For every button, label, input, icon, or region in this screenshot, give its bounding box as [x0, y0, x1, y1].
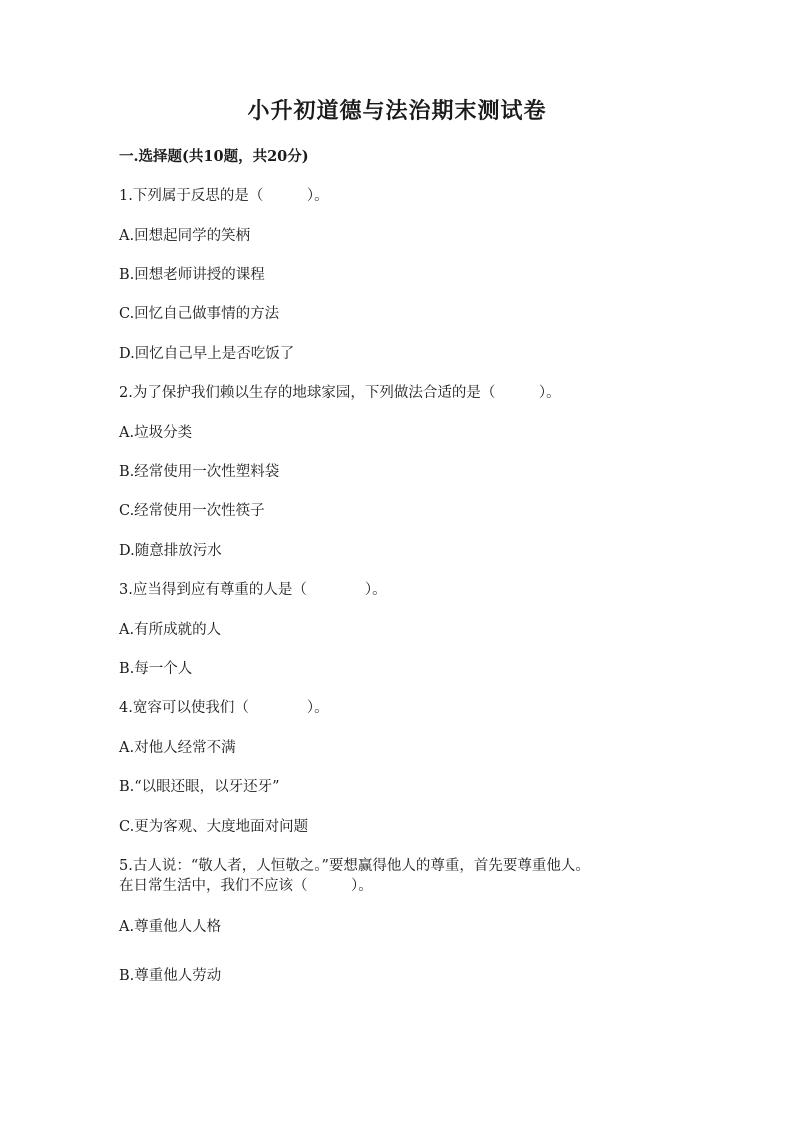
question-1-option-a: A.回想起同学的笑柄 [119, 228, 251, 244]
question-2-option-c: C.经常使用一次性筷子 [119, 503, 265, 519]
question-3-option-b: B.每一个人 [119, 661, 193, 677]
question-5-option-a: A.尊重他人人格 [119, 919, 222, 935]
question-2-stem: 2.为了保护我们赖以生存的地球家园，下列做法合适的是（ ）。 [119, 385, 561, 401]
question-4-option-c: C.更为客观、大度地面对问题 [119, 819, 309, 835]
page-title: 小升初道德与法治期末测试卷 [247, 98, 547, 124]
question-1-stem: 1.下列属于反思的是（ ）。 [119, 188, 329, 204]
question-1-option-b: B.回想老师讲授的课程 [119, 267, 265, 283]
question-3-stem: 3.应当得到应有尊重的人是（ ）。 [119, 582, 387, 598]
question-4-stem: 4.宽容可以使我们（ ）。 [119, 700, 329, 716]
question-5-stem-line-2: 在日常生活中，我们不应该（ ）。 [119, 878, 373, 894]
question-5-stem-line-1: 5.古人说：“敬人者，人恒敬之。”要想赢得他人的尊重，首先要尊重他人。 [119, 858, 590, 874]
question-2-option-d: D.随意排放污水 [119, 543, 222, 559]
question-1-option-d: D.回忆自己早上是否吃饭了 [119, 346, 295, 362]
question-3-option-a: A.有所成就的人 [119, 622, 222, 638]
question-4-option-b: B.“以眼还眼，以牙还牙” [119, 779, 280, 795]
question-1-option-c: C.回忆自己做事情的方法 [119, 306, 280, 322]
question-5-option-b: B.尊重他人劳动 [119, 968, 222, 984]
question-2-option-a: A.垃圾分类 [119, 425, 193, 441]
section-heading: 一.选择题(共10题，共20分) [119, 148, 309, 165]
question-2-option-b: B.经常使用一次性塑料袋 [119, 464, 280, 480]
question-4-option-a: A.对他人经常不满 [119, 740, 236, 756]
